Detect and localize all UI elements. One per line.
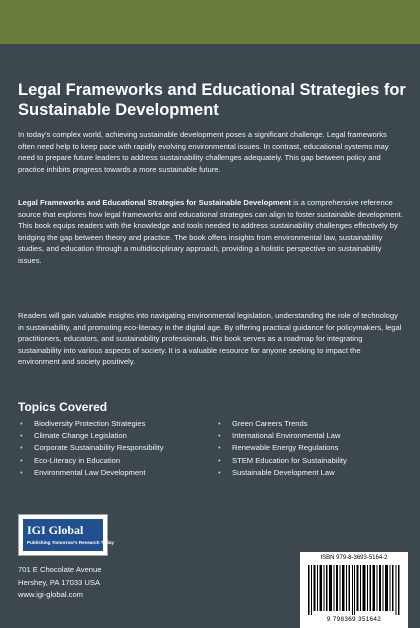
topic-item [20, 467, 210, 479]
book-title: Legal Frameworks and Educational Strategies for Sustainable Development [18, 81, 406, 119]
topic-item [20, 442, 210, 454]
topic-label: Climate Change Legislation [34, 431, 127, 441]
topic-item [218, 418, 408, 430]
topic-item [20, 455, 210, 467]
bullet-icon: • [20, 431, 23, 441]
bullet-icon: • [218, 455, 221, 465]
top-color-band [0, 0, 420, 44]
barcode-panel [300, 552, 408, 628]
barcode-number: 9 798369 351642 [326, 616, 382, 623]
topic-label: Environmental Law Development [34, 467, 146, 477]
bullet-icon: • [20, 419, 23, 428]
bullet-icon: • [20, 455, 23, 465]
topics-list-right [218, 418, 408, 479]
description-paragraph-2-text: is a comprehensive reference source that explores how legal frameworks and educational strategies can align to foster sustainable development. This book equips readers with the knowledge and tools needed to address sustainability challenges effectively by bridging the gap between theory and practice. The book offers insights from environmental law, sustainability studies, and education through a multidisciplinary approach, providing a holistic perspective on sustainability issues. [18, 198, 403, 265]
bullet-icon: • [218, 467, 221, 477]
topic-item [218, 442, 408, 454]
topic-label: Renewable Energy Regulations [232, 443, 339, 453]
topic-label: Corporate Sustainability Responsibility [34, 443, 164, 453]
description-paragraph-3: Readers will gain valuable insights into navigating environmental legislation, understanding the role of technology in sustainability, and promoting eco-literacy in the digital age. By offering practical guidance for policymakers, legal practitioners, educators, and sustainability professionals, this book serves as a roadmap for integrating sustainability into various aspects of society. It is a valuable resource for anyone seeking to impact the environment and society positively. [18, 311, 402, 367]
topic-label: International Environmental Law [232, 431, 341, 441]
description-paragraph-1: In today’s complex world, achieving sustainable development poses a significant challenge. Legal frameworks often need help to keep pace with rapidly evolving environmental issues. In contrast, educational systems may need to prepare future leaders to address sustainability challenges adequately. This gap between policy and practice inhibits progress towards a more sustainable future. [18, 130, 389, 174]
isbn-label: ISBN 979-8-3693-5164-2 [320, 555, 388, 561]
topic-item [20, 418, 210, 430]
description-paragraph-2 [18, 197, 404, 267]
publisher-logo [18, 514, 114, 556]
bullet-icon: • [20, 467, 23, 477]
topic-item [218, 455, 408, 467]
publisher-address [18, 564, 101, 602]
topic-item [218, 467, 408, 479]
topics-heading: Topics Covered [18, 400, 108, 414]
bullet-icon: • [218, 419, 221, 428]
book-title-inline: Legal Frameworks and Educational Strategies for Sustainable Development [18, 198, 292, 207]
logo-box [23, 519, 114, 551]
bullet-icon: • [218, 443, 221, 453]
topic-label: Eco-Literacy in Education [34, 455, 121, 465]
topic-label: Biodiversity Protection Strategies [34, 419, 146, 428]
address-street: 701 E Chocolate Avenue [18, 565, 102, 574]
barcode-icon [308, 565, 400, 615]
topic-label: STEM Education for Sustainability [232, 455, 347, 465]
bullet-icon: • [20, 443, 23, 453]
topic-label: Green Careers Trends [232, 419, 308, 428]
topic-item [218, 430, 408, 442]
back-cover [0, 44, 420, 623]
publisher-website: www.igi-global.com [18, 590, 83, 599]
bullet-icon: • [218, 431, 221, 441]
logo-wordmark: IGI Global [27, 523, 84, 537]
address-city: Hershey, PA 17033 USA [18, 577, 101, 587]
logo-tagline: Publishing Tomorrow's Research Today [27, 540, 114, 545]
topic-label: Sustainable Development Law [232, 467, 335, 477]
topic-item [20, 430, 210, 442]
topics-list-left [20, 418, 210, 479]
